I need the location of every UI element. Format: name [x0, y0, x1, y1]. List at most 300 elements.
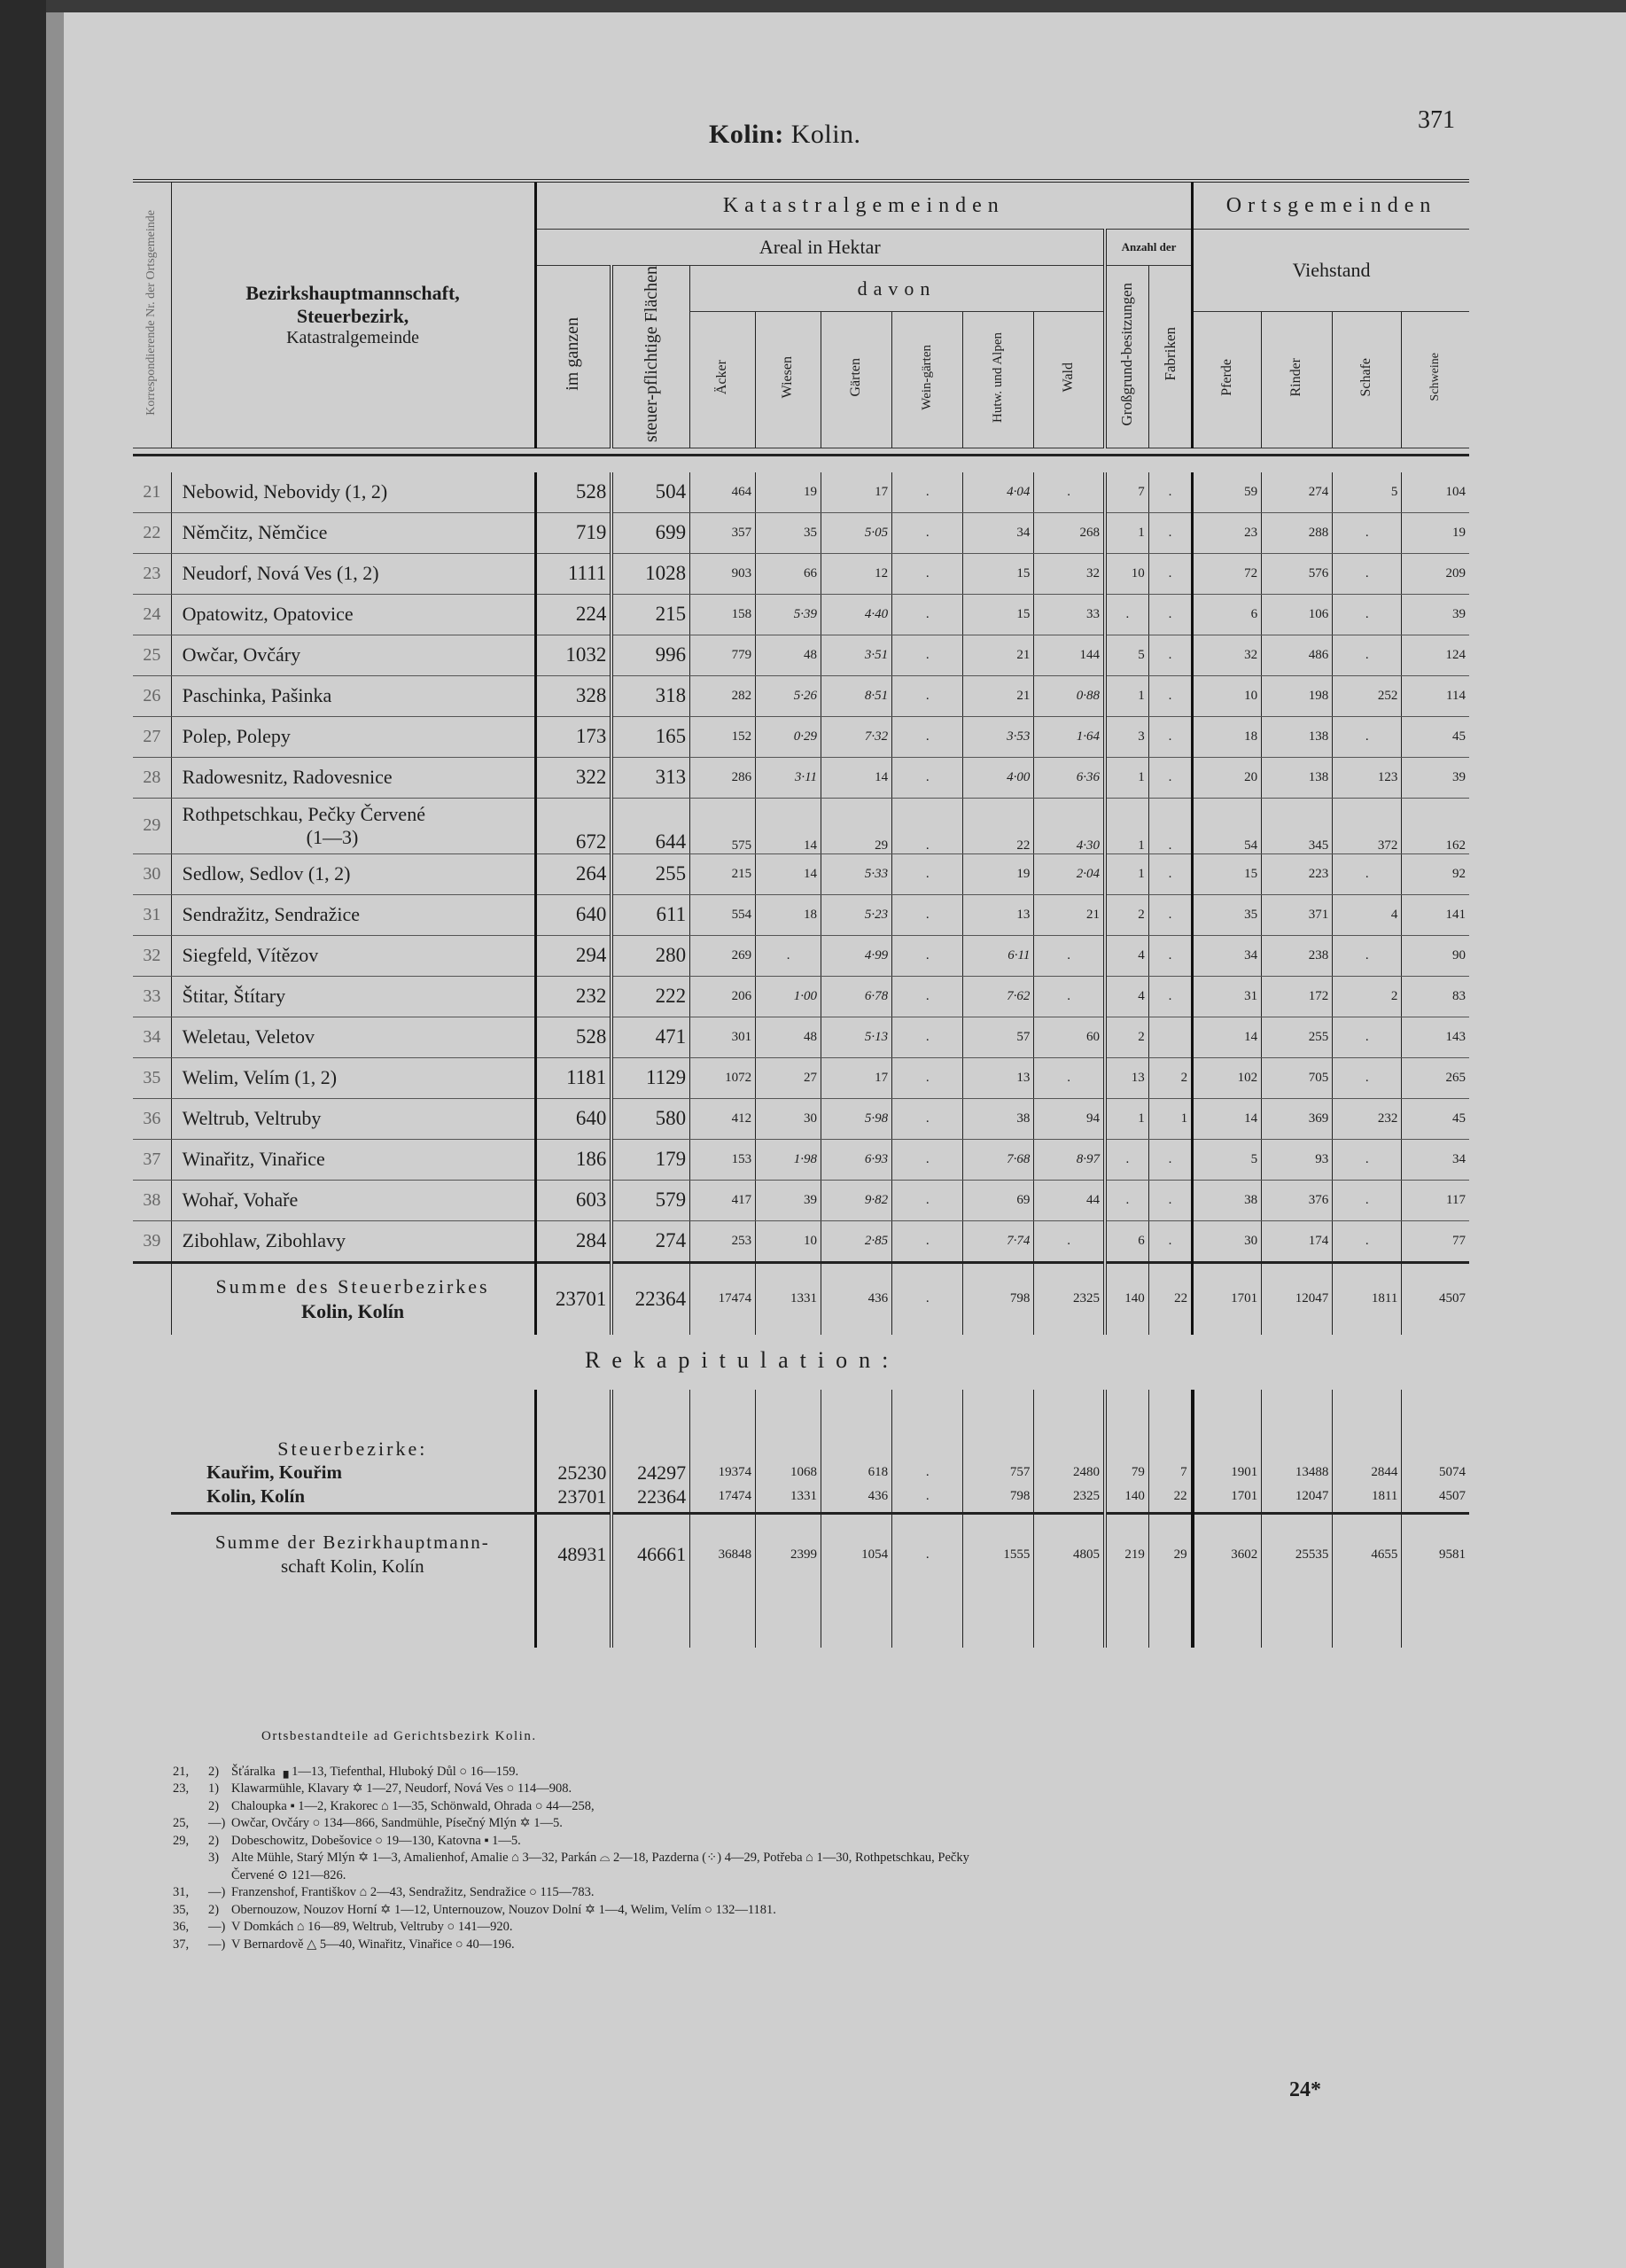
footnote-text: Chaloupka ▪ 1—2, Krakorec ⌂ 1—35, Schönwald, Ohrada ○ 44—258,	[231, 1798, 595, 1813]
cell-12: 369	[1262, 1098, 1333, 1139]
summary-cell-7: 798	[963, 1262, 1034, 1335]
cell-14: 45	[1402, 716, 1469, 757]
cell-8: 4·30	[1034, 798, 1105, 853]
cell-3: 779	[690, 635, 756, 675]
cell-8: 1·64	[1034, 716, 1105, 757]
footnote-ref: 37,	[173, 1937, 190, 1952]
orts-header: Ortsgemeinden	[1193, 181, 1469, 230]
cell-2: 504	[611, 472, 689, 513]
summary-cell-2: 22364	[611, 1262, 689, 1335]
rekap-head-cell-5	[821, 1390, 892, 1461]
table-row	[133, 472, 1469, 513]
cell-1: 719	[535, 512, 611, 553]
scan-binding-shadow	[46, 0, 64, 2268]
cell-1: 603	[535, 1180, 611, 1220]
footnote-ref: 36,	[173, 1920, 190, 1934]
cell-1: 640	[535, 1098, 611, 1139]
row-number: 32	[133, 935, 171, 976]
cell-7: 15	[963, 553, 1034, 594]
cell-10: .	[1148, 635, 1192, 675]
col-garten	[821, 312, 892, 448]
cell-1: 328	[535, 675, 611, 716]
cell-1: 284	[535, 1220, 611, 1262]
cell-14: 124	[1402, 635, 1469, 675]
cell-14: 143	[1402, 1017, 1469, 1057]
cell-2: 996	[611, 635, 689, 675]
cell-5: 3·51	[821, 635, 892, 675]
cell-11: 59	[1193, 472, 1262, 513]
cell-1: 224	[535, 594, 611, 635]
cell-14: 104	[1402, 472, 1469, 513]
cell-10: .	[1148, 935, 1192, 976]
rekap-tail-cell-4	[756, 1594, 821, 1648]
cell-2: 699	[611, 512, 689, 553]
cell-4: 30	[756, 1098, 821, 1139]
cell-13: .	[1333, 716, 1402, 757]
rekap-head-cell-8	[1034, 1390, 1105, 1461]
rekap-sum-label-1: Summe der Bezirkhauptmann-	[214, 1531, 490, 1553]
row-number: 26	[133, 675, 171, 716]
cell-2: 471	[611, 1017, 689, 1057]
row-name-cont: (1—3)	[306, 825, 359, 848]
cell-10: .	[1148, 853, 1192, 894]
row-name	[171, 716, 535, 757]
col-hutweiden	[963, 312, 1034, 448]
cell-4: 5·26	[756, 675, 821, 716]
row-name	[171, 1057, 535, 1098]
cell-11: 32	[1193, 635, 1262, 675]
rekap-sum-cell-10: 29	[1148, 1514, 1192, 1595]
cell-14: 83	[1402, 976, 1469, 1017]
cell-10: 1	[1148, 1098, 1192, 1139]
cell-13: 123	[1333, 757, 1402, 798]
footnote-text: Franzenshof, Františkov ⌂ 2—43, Sendražitz, Sendražice ○ 115—783.	[231, 1885, 595, 1899]
row-name-text: Weltrub, Veltruby	[182, 1107, 322, 1130]
rekap-tail-cell-1	[535, 1594, 611, 1648]
cell-8: .	[1034, 1220, 1105, 1262]
cell-10: .	[1148, 594, 1192, 635]
cell-9: 13	[1105, 1057, 1148, 1098]
cell-12: 172	[1262, 976, 1333, 1017]
footnote-text: Klawarmühle, Klavary ✡ 1—27, Neudorf, Nová Ves ○ 114—908.	[231, 1781, 572, 1796]
header-line-katastral: Katastralgemeinde	[286, 327, 420, 347]
cell-13: 252	[1333, 675, 1402, 716]
cell-6: .	[892, 894, 963, 935]
cell-2: 611	[611, 894, 689, 935]
rekap-sum-cell-8: 4805	[1034, 1514, 1105, 1595]
footnote-ref: 35,	[173, 1902, 190, 1917]
col-rinder	[1262, 312, 1333, 448]
cell-14: 19	[1402, 512, 1469, 553]
cell-6: .	[892, 1098, 963, 1139]
cell-7: 15	[963, 594, 1034, 635]
cell-1: 1181	[535, 1057, 611, 1098]
col-weingarten	[892, 312, 963, 448]
cell-7: 21	[963, 635, 1034, 675]
rekap-sum-cell-6: .	[892, 1514, 963, 1595]
cell-7: 7·68	[963, 1139, 1034, 1180]
row-name	[171, 553, 535, 594]
cell-8: 32	[1034, 553, 1105, 594]
footnote-sub: 1)	[208, 1781, 220, 1796]
rekap-sum-cell-7: 1555	[963, 1514, 1034, 1595]
cell-10: .	[1148, 675, 1192, 716]
cell-4: 5·39	[756, 594, 821, 635]
row-name	[171, 675, 535, 716]
cell-4: 3·11	[756, 757, 821, 798]
row-number: 28	[133, 757, 171, 798]
rekap-row-cell-10: 7	[1148, 1461, 1192, 1485]
summary-cell-12: 12047	[1262, 1262, 1333, 1335]
cell-8: 21	[1034, 894, 1105, 935]
footnote-sub: 2)	[208, 1833, 220, 1848]
cell-11: 38	[1193, 1180, 1262, 1220]
rekapitulation-table	[133, 1390, 1469, 1648]
col-steuerpflichtig	[611, 266, 689, 448]
row-number: 22	[133, 512, 171, 553]
cell-13: .	[1333, 1057, 1402, 1098]
footnote-sub: 3)	[208, 1851, 220, 1865]
rekap-tail-cell-6	[892, 1594, 963, 1648]
cell-1: 528	[535, 472, 611, 513]
cell-3: 575	[690, 798, 756, 853]
row-name-text: Weletau, Veletov	[182, 1025, 315, 1048]
cell-13: .	[1333, 1139, 1402, 1180]
row-name-text: Wohař, Vohaře	[182, 1189, 299, 1212]
cell-5: 9·82	[821, 1180, 892, 1220]
row-name	[171, 472, 535, 513]
rekap-tail-cell-2	[611, 1594, 689, 1648]
cell-7: 13	[963, 1057, 1034, 1098]
cell-6: .	[892, 798, 963, 853]
rekap-row-cell-6: .	[892, 1461, 963, 1485]
cell-12: 345	[1262, 798, 1333, 853]
name-header	[171, 181, 535, 448]
rekap-tail	[133, 1594, 1469, 1648]
row-number: 24	[133, 594, 171, 635]
row-number: 35	[133, 1057, 171, 1098]
cell-4: 1·00	[756, 976, 821, 1017]
cell-4: 0·29	[756, 716, 821, 757]
cell-8: .	[1034, 935, 1105, 976]
footnote-list	[173, 1764, 1458, 1954]
rekap-sum-cell-12: 25535	[1262, 1514, 1333, 1595]
footnote-text: Šťáralka ▗ 1—13, Tiefenthal, Hluboký Důl ○ 16—159.	[231, 1764, 519, 1779]
col-label: Schafe	[1358, 357, 1374, 397]
rekap-head-cell-12	[1262, 1390, 1333, 1461]
corr-nr-header	[133, 181, 171, 448]
col-schweine	[1402, 312, 1469, 448]
footnotes	[173, 1728, 1458, 1953]
cell-11: 30	[1193, 1220, 1262, 1262]
col-wald	[1034, 312, 1105, 448]
cell-12: 223	[1262, 853, 1333, 894]
cell-11: 23	[1193, 512, 1262, 553]
rekap-head-cell-7	[963, 1390, 1034, 1461]
cell-10: .	[1148, 553, 1192, 594]
cell-3: 206	[690, 976, 756, 1017]
footnote-ref: 25,	[173, 1816, 190, 1830]
cell-13: .	[1333, 1180, 1402, 1220]
cell-5: 4·40	[821, 594, 892, 635]
cell-10: .	[1148, 757, 1192, 798]
cell-9: .	[1105, 1180, 1148, 1220]
rekap-sum-cell-1: 48931	[535, 1514, 611, 1595]
cell-12: 138	[1262, 757, 1333, 798]
cell-4: 18	[756, 894, 821, 935]
cell-10: .	[1148, 472, 1192, 513]
summary-cell-10: 22	[1148, 1262, 1192, 1335]
rekap-tail-cell-11	[1193, 1594, 1262, 1648]
steuerbezirke-label: Steuerbezirke:	[277, 1438, 428, 1460]
row-name	[171, 757, 535, 798]
viehstand-header: Viehstand	[1193, 230, 1469, 312]
rekap-row-cell-14: 5074	[1402, 1461, 1469, 1485]
cell-2: 280	[611, 935, 689, 976]
cell-9: 1	[1105, 1098, 1148, 1139]
rekap-row-cell-12: 13488	[1262, 1461, 1333, 1485]
cell-1: 186	[535, 1139, 611, 1180]
col-label: im ganzen	[563, 317, 583, 391]
table-row	[133, 635, 1469, 675]
rekap-spacer	[133, 1485, 171, 1508]
rekap-tail-cell-9	[1105, 1594, 1148, 1648]
footnote-text: Obernouzow, Nouzov Horní ✡ 1—12, Unternouzow, Nouzov Dolní ✡ 1—4, Welim, Velím ○ 132—1181.	[231, 1902, 776, 1917]
cell-5: 7·32	[821, 716, 892, 757]
cell-12: 486	[1262, 635, 1333, 675]
cell-11: 31	[1193, 976, 1262, 1017]
table-row	[133, 757, 1469, 798]
col-label: Wiesen	[780, 356, 796, 399]
cell-11: 15	[1193, 853, 1262, 894]
cell-11: 14	[1193, 1098, 1262, 1139]
rekap-sum-cell-5: 1054	[821, 1514, 892, 1595]
col-label: Pferde	[1218, 358, 1234, 396]
row-name	[171, 976, 535, 1017]
row-number: 37	[133, 1139, 171, 1180]
cell-3: 1072	[690, 1057, 756, 1098]
cell-1: 173	[535, 716, 611, 757]
cell-14: 45	[1402, 1098, 1469, 1139]
cell-5: 8·51	[821, 675, 892, 716]
row-name-text: Paschinka, Pašinka	[182, 684, 332, 707]
katastral-header: Katastralgemeinden	[535, 181, 1193, 230]
cell-1: 232	[535, 976, 611, 1017]
footnote-text: Alte Mühle, Starý Mlýn ✡ 1—3, Amalienhof, Amalie ⌂ 3—32, Parkán ⌓ 2—18, Pazderna (⁘) 4—29, Potřeba ⌂ 1—30, Rothpetschkau, Pečky	[231, 1851, 969, 1865]
footnote-line	[173, 1798, 1458, 1816]
footnote-sub: —)	[208, 1920, 226, 1934]
cell-5: 17	[821, 1057, 892, 1098]
header-rule	[133, 448, 1469, 455]
cell-8: 6·36	[1034, 757, 1105, 798]
cell-10: .	[1148, 1180, 1192, 1220]
cell-11: 54	[1193, 798, 1262, 853]
cell-4: 1·98	[756, 1139, 821, 1180]
row-name-text: Rothpetschkau, Pečky Červené	[182, 802, 425, 825]
rekap-row-cell-3: 17474	[690, 1485, 756, 1508]
rekap-row-cell-1: 25230	[535, 1461, 611, 1485]
cell-3: 152	[690, 716, 756, 757]
cell-14: 90	[1402, 935, 1469, 976]
cell-3: 417	[690, 1180, 756, 1220]
col-im-ganzen	[535, 266, 611, 448]
table-row	[133, 594, 1469, 635]
cell-14: 117	[1402, 1180, 1469, 1220]
summary-row	[133, 1262, 1469, 1335]
cell-2: 255	[611, 853, 689, 894]
row-name	[171, 935, 535, 976]
row-name-text: Neudorf, Nová Ves (1, 2)	[182, 562, 379, 585]
cell-11: 5	[1193, 1139, 1262, 1180]
summary-cell-9: 140	[1105, 1262, 1148, 1335]
cell-14: 265	[1402, 1057, 1469, 1098]
cell-3: 903	[690, 553, 756, 594]
footnote-sub: 2)	[208, 1798, 220, 1813]
summary-cell-3: 17474	[690, 1262, 756, 1335]
footnote-line	[173, 1867, 1458, 1885]
cell-1: 264	[535, 853, 611, 894]
col-grossgrund	[1105, 266, 1148, 448]
cell-6: .	[892, 675, 963, 716]
row-name-text: Siegfeld, Vítězov	[182, 944, 319, 967]
cell-3: 253	[690, 1220, 756, 1262]
cell-2: 222	[611, 976, 689, 1017]
cell-9: 1	[1105, 853, 1148, 894]
row-name	[171, 1098, 535, 1139]
cell-9: 1	[1105, 757, 1148, 798]
table-row	[133, 512, 1469, 553]
cell-13: .	[1333, 853, 1402, 894]
summary-cell-8: 2325	[1034, 1262, 1105, 1335]
rekap-row-label	[171, 1485, 535, 1508]
table-row	[133, 976, 1469, 1017]
row-name-text: Radowesnitz, Radovesnice	[182, 766, 393, 789]
col-label: Gärten	[848, 357, 864, 397]
cell-13: .	[1333, 512, 1402, 553]
col-label: Wein-gärten	[919, 344, 934, 410]
cell-9: 2	[1105, 1017, 1148, 1057]
footnote-line	[173, 1781, 1458, 1798]
cell-4: 14	[756, 853, 821, 894]
anzahl-header: Anzahl der	[1105, 230, 1193, 266]
rekap-head-cell-1	[535, 1390, 611, 1461]
rekap-row-cell-13: 1811	[1333, 1485, 1402, 1508]
summary-empty	[133, 1262, 171, 1335]
row-number: 30	[133, 853, 171, 894]
cell-12: 376	[1262, 1180, 1333, 1220]
cell-1: 672	[535, 798, 611, 853]
cell-5: 14	[821, 757, 892, 798]
cell-2: 165	[611, 716, 689, 757]
cell-14: 162	[1402, 798, 1469, 853]
row-number: 38	[133, 1180, 171, 1220]
cell-7: 38	[963, 1098, 1034, 1139]
cell-12: 93	[1262, 1139, 1333, 1180]
rekap-sum-cell-11: 3602	[1193, 1514, 1262, 1595]
table-row	[133, 894, 1469, 935]
col-label: steuer-pflichtige Flächen	[641, 266, 661, 442]
rekap-tail-cell-10	[1148, 1594, 1192, 1648]
rekap-row-cell-9: 79	[1105, 1461, 1148, 1485]
cell-14: 77	[1402, 1220, 1469, 1262]
col-label: Wald	[1060, 362, 1076, 393]
cell-9: 1	[1105, 798, 1148, 853]
rekap-tail-cell-8	[1034, 1594, 1105, 1648]
col-acker	[690, 312, 756, 448]
cell-13: 5	[1333, 472, 1402, 513]
table-row	[133, 935, 1469, 976]
summary-label-2: Kolin, Kolín	[301, 1299, 405, 1322]
cell-8: 0·88	[1034, 675, 1105, 716]
cell-1: 1032	[535, 635, 611, 675]
rekap-head-cell-9	[1105, 1390, 1148, 1461]
cell-9: 3	[1105, 716, 1148, 757]
col-label: Fabriken	[1161, 327, 1179, 381]
col-wiesen	[756, 312, 821, 448]
cell-4: 19	[756, 472, 821, 513]
cell-12: 138	[1262, 716, 1333, 757]
rekap-head-cell-14	[1402, 1390, 1469, 1461]
cell-6: .	[892, 1017, 963, 1057]
footnote-sub: 2)	[208, 1764, 220, 1779]
cell-3: 464	[690, 472, 756, 513]
rekap-head-cell-2	[611, 1390, 689, 1461]
rekap-row	[133, 1485, 1469, 1508]
footnote-line	[173, 1884, 1458, 1902]
row-name	[171, 894, 535, 935]
cell-7: 6·11	[963, 935, 1034, 976]
cell-7: 57	[963, 1017, 1034, 1057]
cell-9: 4	[1105, 935, 1148, 976]
cell-6: .	[892, 935, 963, 976]
row-name-text: Štitar, Štítary	[182, 985, 286, 1008]
cell-4: 48	[756, 1017, 821, 1057]
row-name-text: Nebowid, Nebovidy (1, 2)	[182, 480, 388, 503]
cell-1: 322	[535, 757, 611, 798]
rekap-row-cell-8: 2325	[1034, 1485, 1105, 1508]
summary-cell-13: 1811	[1333, 1262, 1402, 1335]
cell-11: 14	[1193, 1017, 1262, 1057]
summary-cell-1: 23701	[535, 1262, 611, 1335]
cell-2: 215	[611, 594, 689, 635]
row-name-text: Sedlow, Sedlov (1, 2)	[182, 862, 351, 885]
rekap-head-label	[171, 1390, 535, 1461]
rekap-tail-cell-12	[1262, 1594, 1333, 1648]
cell-5: 6·93	[821, 1139, 892, 1180]
row-number: 23	[133, 553, 171, 594]
cell-8: 60	[1034, 1017, 1105, 1057]
rekap-tail-cell-14	[1402, 1594, 1469, 1648]
footnote-sub: 2)	[208, 1902, 220, 1917]
cell-1: 1111	[535, 553, 611, 594]
cell-8: 268	[1034, 512, 1105, 553]
davon-header: davon	[690, 266, 1105, 312]
cell-7: 7·62	[963, 976, 1034, 1017]
table-row	[133, 1057, 1469, 1098]
rekap-row-cell-4: 1068	[756, 1461, 821, 1485]
cell-11: 102	[1193, 1057, 1262, 1098]
row-name	[171, 853, 535, 894]
cell-9: .	[1105, 594, 1148, 635]
col-label: Äcker	[714, 360, 730, 395]
footnote-text: V Bernardově △ 5—40, Winařitz, Vinařice ○ 40—196.	[231, 1937, 515, 1952]
rekapitulation-title: Rekapitulation:	[585, 1347, 900, 1373]
cell-6: .	[892, 635, 963, 675]
cell-13: .	[1333, 1220, 1402, 1262]
col-label: Hutw. und Alpen	[990, 331, 1005, 423]
footnote-line	[173, 1833, 1458, 1851]
cell-9: 7	[1105, 472, 1148, 513]
